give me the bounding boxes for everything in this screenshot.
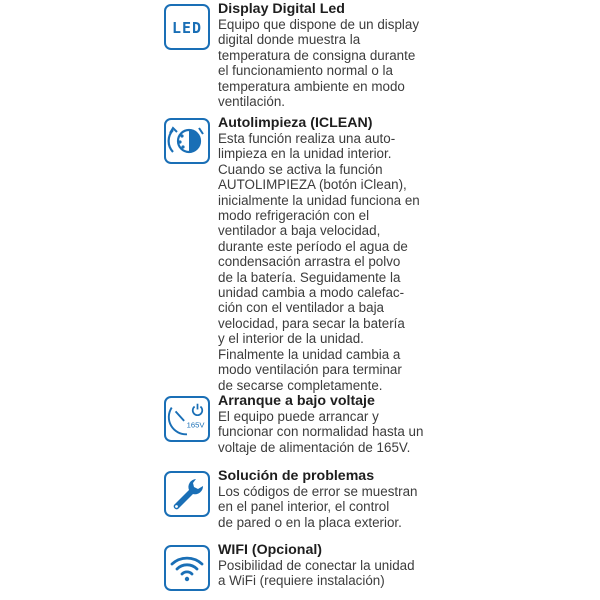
feature-description: Esta función realiza una auto- limpieza en la unidad interior. Cuando se activa la función AUTOLIMPIEZA (botón iClean), inicialmente la unidad funciona en modo refrigeración con el ventilador a baja velocidad, durante este período el agua de condensación arrastra el polvo de la batería. Seguidamente la unidad cambia a modo calefac- ción con el ventilador a baja velocidad, para secar la batería y el interior de la unidad. Finalmente la unidad cambia a modo ventilación para terminar de secarse completamente.	[218, 131, 420, 393]
feature-title: WIFI (Opcional)	[218, 542, 323, 558]
feature-text	[218, 1, 458, 109]
wrench-icon	[164, 471, 210, 517]
iclean-icon	[164, 118, 210, 164]
svg-text:LED: LED	[171, 19, 203, 37]
wifi-icon	[164, 545, 210, 591]
feature-title: Autolimpieza (ICLEAN)	[218, 115, 373, 131]
feature-description: Los códigos de error se muestran en el panel interior, el control de pared o en la placa exterior.	[218, 484, 418, 530]
led-display-icon	[164, 4, 210, 50]
feature-text	[218, 468, 458, 530]
feature-title: Display Digital Led	[218, 1, 345, 17]
feature-description: El equipo puede arrancar y funcionar con normalidad hasta un voltaje de alimentación de 165V.	[218, 409, 424, 455]
feature-title: Arranque a bajo voltaje	[218, 393, 375, 409]
svg-text:165V: 165V	[186, 420, 205, 430]
feature-text	[218, 393, 458, 455]
low-voltage-power-icon	[164, 396, 210, 442]
feature-text	[218, 115, 458, 393]
feature-description: Equipo que dispone de un display digital donde muestra la temperatura de consigna durante el funcionamiento normal o la temperatura ambiente en modo ventilación.	[218, 17, 420, 110]
feature-description: Posibilidad de conectar la unidad a WiFi (requiere instalación)	[218, 558, 415, 589]
feature-title: Solución de problemas	[218, 468, 375, 484]
feature-text	[218, 542, 458, 589]
